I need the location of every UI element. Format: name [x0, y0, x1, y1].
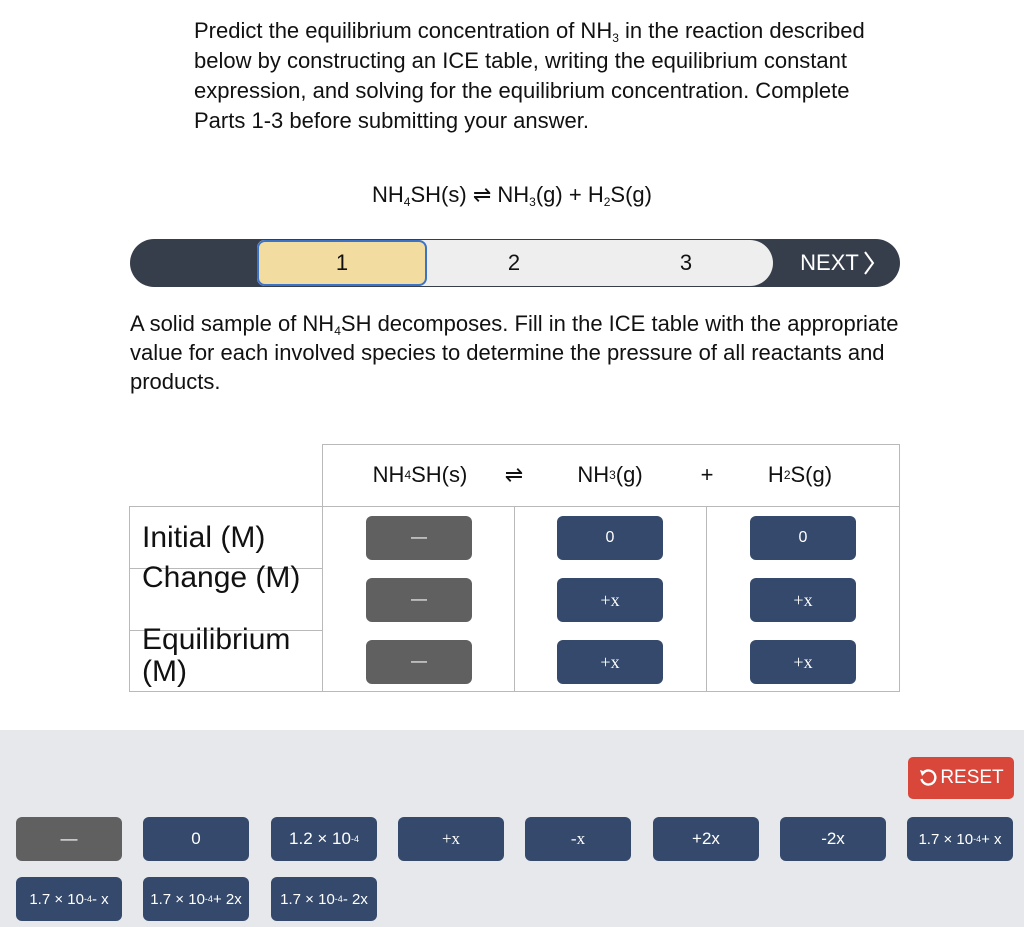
tile-dash[interactable]: — [16, 817, 122, 861]
header-reactant: NH 4 SH(s) [372, 462, 468, 487]
reset-label: RESET [940, 767, 1004, 788]
initial-reactant-slot[interactable]: — [366, 516, 472, 560]
equilibrium-reactant-slot[interactable]: — [366, 640, 472, 684]
initial-h2s-slot[interactable]: 0 [750, 516, 856, 560]
tile-1-7e-4-plus-2x[interactable]: 1.7 × 10 -4 + 2x [143, 877, 249, 921]
tile-minus-x[interactable]: -x [525, 817, 631, 861]
chevron-right-icon [863, 250, 875, 276]
next-button[interactable] [775, 240, 900, 286]
grid-line [514, 506, 515, 692]
tile-1-7e-4-plus-x[interactable]: 1.7 × 10 -4 + x [907, 817, 1013, 861]
tile-1-2e-4[interactable]: 1.2 × 10 -4 [271, 817, 377, 861]
reset-button[interactable] [908, 757, 1014, 799]
change-nh3-slot[interactable]: +x [557, 578, 663, 622]
step-2-button[interactable]: 2 [507, 250, 521, 275]
tile-plus-2x[interactable]: +2x [653, 817, 759, 861]
question-intro: Predict the equilibrium concentration of $NH_3$ in the reaction described below by constructing an ICE table, writing the equilibrium constant expression, and solving for the equilibrium concentration. Complete Parts 1-3 before submitting your answer. [194, 18, 865, 133]
step-3-button[interactable]: 3 [679, 250, 693, 275]
grid-line [899, 444, 900, 692]
header-product-1: NH 3 (g) [577, 462, 643, 487]
tile-1-7e-4-minus-x[interactable]: 1.7 × 10 -4 - x [16, 877, 122, 921]
equilibrium-h2s-slot[interactable]: +x [750, 640, 856, 684]
tile-plus-x[interactable]: +x [398, 817, 504, 861]
undo-icon [918, 768, 938, 788]
row-label-initial: Initial (M) [142, 522, 266, 554]
header-arrow: ⇌ [504, 462, 524, 487]
reaction-equation: $NH_4SH(s)$ ⇌ $NH_3(g) + H_2S(g)$ [372, 182, 652, 209]
initial-nh3-slot[interactable]: 0 [557, 516, 663, 560]
row-label-equilibrium: Equilibrium (M) [142, 624, 291, 688]
header-product-2: H 2 S(g) [767, 462, 833, 487]
next-label: NEXT [800, 250, 859, 275]
tile-zero[interactable]: 0 [143, 817, 249, 861]
tile-1-7e-4-minus-2x[interactable]: 1.7 × 10 -4 - 2x [271, 877, 377, 921]
grid-line [322, 444, 323, 692]
step-1-button[interactable]: 1 [257, 240, 427, 286]
grid-line [706, 506, 707, 692]
header-plus: + [700, 462, 714, 487]
change-h2s-slot[interactable]: +x [750, 578, 856, 622]
tile-minus-2x[interactable]: -2x [780, 817, 886, 861]
row-label-change: Change (M) [142, 562, 301, 594]
change-reactant-slot[interactable]: — [366, 578, 472, 622]
part-prompt: A solid sample of $NH_4SH$ decomposes. Fill in the ICE table with the appropriate value for each involved species to determine the pressure of all reactants and products. [130, 311, 899, 394]
grid-line [129, 506, 130, 692]
equilibrium-nh3-slot[interactable]: +x [557, 640, 663, 684]
